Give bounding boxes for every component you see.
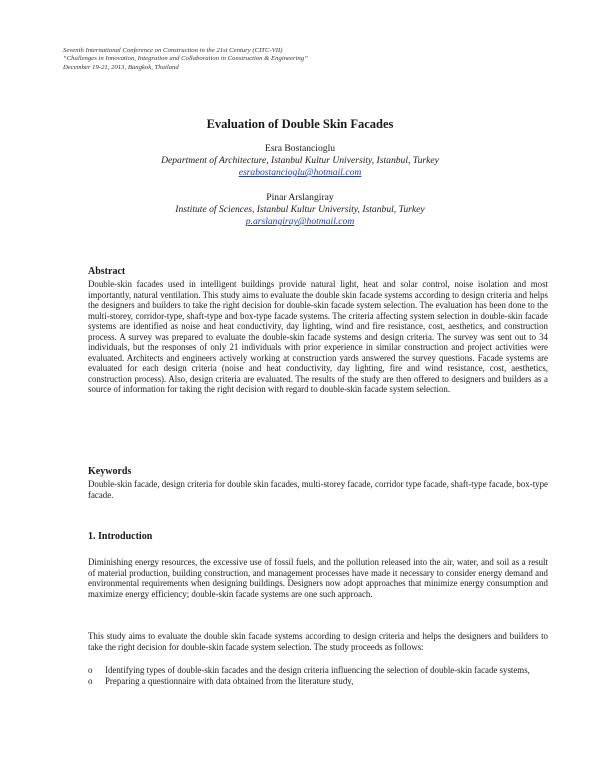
author-block — [0, 143, 600, 228]
abstract-heading: Abstract — [88, 266, 126, 277]
introduction-paragraph-1: Diminishing energy resources, the excessive use of fossil fuels, and the pollution released into the air, water, and soil as a result of material production, building construction, and management processes have made it necessary to consider energy demand and environmental requirements when designing buildings. Designers now adopt approaches that minimize energy consumption and maximize energy efficiency; double-skin facade systems are one such approach. — [88, 557, 548, 599]
author-1-name: Esra Bostancioglu — [264, 143, 336, 154]
introduction-paragraph-2: This study aims to evaluate the double skin facade systems according to design criteria and helps the designers and builders to take the right decision for double-skin facade system selection. The study proceeds as follows: — [88, 631, 548, 652]
bullet-marker: o — [88, 675, 93, 686]
paper-title: Evaluation of Double Skin Facades — [206, 117, 394, 131]
bullet-text: Preparing a questionnaire with data obtained from the literature study, — [105, 675, 354, 686]
list-item — [88, 665, 548, 676]
author-2-email-link[interactable]: p.arslangiray@hotmail.com — [245, 216, 355, 227]
author-1-email-link[interactable]: esrabostancioglu@hotmail.com — [238, 167, 362, 178]
author-1-affiliation: Department of Architecture, Istanbul Kultur University, Istanbul, Turkey — [161, 155, 439, 166]
conference-line-3: December 19-21, 2013, Bangkok, Thailand — [63, 63, 179, 71]
author-2-name: Pinar Arslangiray — [266, 192, 334, 203]
author-2-affiliation: Institute of Sciences, Istanbul Kultur University, Istanbul, Turkey — [175, 204, 425, 215]
bullet-marker: o — [88, 665, 93, 675]
bullet-text: Identifying types of double-skin facades and the design criteria influencing the selection of double-skin facade systems, — [105, 665, 530, 675]
introduction-bullet-list — [88, 665, 548, 686]
conference-line-2: “Challenges in Innovation, Integration and Collaboration in Construction & Engineering” — [63, 55, 308, 63]
conference-header — [63, 47, 543, 72]
abstract-text: Double-skin facades used in intelligent buildings provide natural light, heat and solar control, noise isolation and most importantly, natural ventilation. This study aims to evaluate the double skin facade systems according to design criteria and helps the designers and builders to take the right decision for double-skin facade system selection. The evaluation has been done to the multi-storey, corridor-type, shaft-type and box-type facade systems. The criteria affecting system selection in double-skin facade systems are identified as noise and heat conductivity, day lighting, wind and fire resistance, cost, aesthetics, and construction process. A survey was prepared to evaluate the double-skin facade systems and design criteria. The survey was sent out to 34 individuals, but the responses of only 21 individuals with prior experience in similar construction and project activities were evaluated. Architects and engineers actively working at construction yards answered the survey questions. Facade systems are evaluated for each design criteria (noise and heat conductivity, day lighting, fire and wind resistance, cost, aesthetics, construction process). Also, design criteria are evaluated. The results of the study are then offered to designers and builders as a source of information for taking the right decision with regard to double-skin facade system selection. — [88, 279, 548, 395]
conference-line-1: Seventh International Conference on Construction in the 21st Century (CITC-VII) — [63, 47, 283, 54]
list-item — [88, 676, 548, 687]
introduction-heading: 1. Introduction — [88, 531, 153, 542]
keywords-text: Double-skin facade, design criteria for double skin facades, multi-storey facade, corridor type facade, shaft-type facade, box-type facade. — [88, 479, 548, 500]
keywords-heading: Keywords — [88, 466, 132, 477]
